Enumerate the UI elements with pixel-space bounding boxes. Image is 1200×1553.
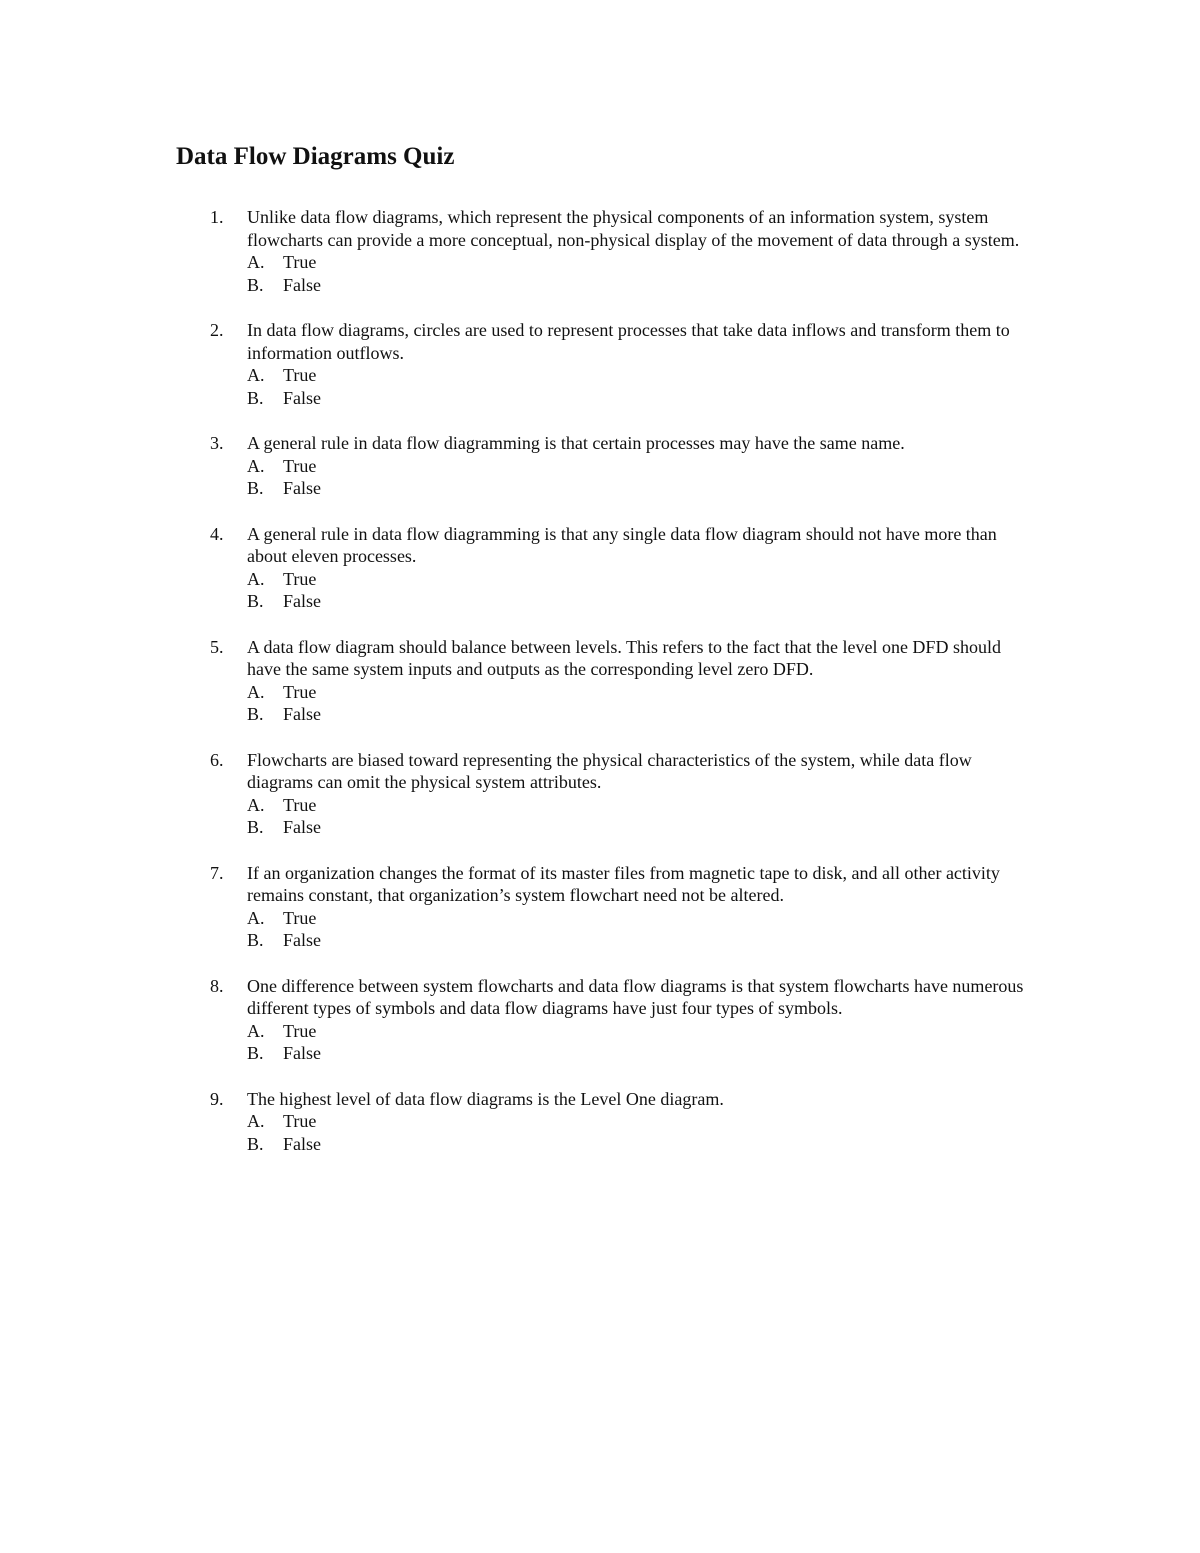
question-text: If an organization changes the format of its master files from magnetic tape to disk, and all other activity remains constant, that organization’s system flowchart need not be altered. bbox=[247, 862, 1000, 905]
question-text: In data flow diagrams, circles are used to represent processes that take data inflows and transform them to information outflows. bbox=[247, 320, 1010, 363]
option-letter: B. bbox=[247, 387, 264, 408]
option-letter: A. bbox=[247, 365, 265, 385]
question-text: One difference between system flowcharts and data flow diagrams is that system flowcharts have numerous different types of symbols and data flow diagrams have just four types of symbols. bbox=[247, 975, 1024, 1018]
question-item bbox=[210, 975, 1030, 1065]
option-text: True bbox=[283, 1111, 317, 1131]
question-number: 5. bbox=[210, 636, 224, 657]
question-item bbox=[210, 749, 1030, 839]
option-text: True bbox=[283, 681, 317, 702]
option-letter: B. bbox=[247, 704, 264, 724]
answer-option bbox=[247, 681, 1030, 704]
answer-option bbox=[247, 568, 1030, 591]
answer-option bbox=[247, 1042, 1030, 1065]
option-text: True bbox=[283, 907, 317, 928]
answer-option bbox=[247, 1110, 1030, 1133]
option-text: False bbox=[283, 704, 321, 724]
option-text: False bbox=[283, 274, 321, 295]
answer-option bbox=[247, 929, 1030, 952]
page-title: Data Flow Diagrams Quiz bbox=[176, 143, 455, 170]
question-item bbox=[210, 1088, 1030, 1156]
option-letter: B. bbox=[247, 591, 264, 611]
question-item bbox=[210, 862, 1030, 952]
answer-options bbox=[247, 681, 1030, 726]
option-letter: B. bbox=[247, 1043, 264, 1063]
question-item bbox=[210, 523, 1030, 613]
option-text: False bbox=[283, 478, 321, 498]
option-letter: A. bbox=[247, 252, 265, 272]
answer-option bbox=[247, 1020, 1030, 1043]
question-text: Unlike data flow diagrams, which represent the physical components of an information system, system flowcharts can provide a more conceptual, non-physical display of the movement of data through a system. bbox=[247, 207, 1020, 250]
option-letter: A. bbox=[247, 568, 265, 589]
option-text: True bbox=[283, 568, 317, 589]
question-text: A general rule in data flow diagramming is that any single data flow diagram should not have more than about eleven processes. bbox=[247, 523, 997, 566]
question-text: The highest level of data flow diagrams is the Level One diagram. bbox=[247, 1088, 724, 1109]
option-text: False bbox=[283, 1133, 321, 1154]
question-number: 8. bbox=[210, 975, 224, 996]
question-number: 2. bbox=[210, 320, 224, 340]
option-text: False bbox=[283, 387, 321, 408]
option-letter: B. bbox=[247, 930, 264, 950]
answer-option bbox=[247, 251, 1030, 274]
option-text: True bbox=[283, 365, 317, 385]
question-number: 4. bbox=[210, 523, 224, 544]
option-letter: A. bbox=[247, 794, 265, 815]
answer-option bbox=[247, 274, 1030, 297]
answer-options bbox=[247, 907, 1030, 952]
answer-options bbox=[247, 1110, 1030, 1155]
answer-option bbox=[247, 907, 1030, 930]
answer-options bbox=[247, 1020, 1030, 1065]
question-number: 3. bbox=[210, 433, 224, 453]
option-text: True bbox=[283, 794, 317, 815]
question-list bbox=[210, 206, 1030, 1178]
question-number: 7. bbox=[210, 862, 224, 883]
option-text: False bbox=[283, 1043, 321, 1063]
question-item bbox=[210, 636, 1030, 726]
question-item bbox=[210, 206, 1030, 296]
answer-option bbox=[247, 364, 1030, 387]
option-text: True bbox=[283, 1020, 317, 1041]
option-letter: B. bbox=[247, 817, 264, 837]
answer-option bbox=[247, 387, 1030, 410]
option-text: False bbox=[283, 930, 321, 950]
answer-options bbox=[247, 794, 1030, 839]
answer-option bbox=[247, 794, 1030, 817]
answer-option bbox=[247, 816, 1030, 839]
option-letter: A. bbox=[247, 1020, 265, 1041]
option-letter: A. bbox=[247, 1111, 265, 1131]
question-text: A general rule in data flow diagramming is that certain processes may have the same name. bbox=[247, 433, 905, 453]
option-text: False bbox=[283, 817, 321, 837]
answer-option bbox=[247, 1133, 1030, 1156]
answer-option bbox=[247, 455, 1030, 478]
option-text: True bbox=[283, 455, 317, 476]
answer-options bbox=[247, 455, 1030, 500]
question-number: 1. bbox=[210, 207, 224, 227]
answer-option bbox=[247, 477, 1030, 500]
answer-options bbox=[247, 568, 1030, 613]
option-letter: B. bbox=[247, 1133, 264, 1154]
option-letter: A. bbox=[247, 455, 265, 476]
answer-options bbox=[247, 364, 1030, 409]
answer-option bbox=[247, 703, 1030, 726]
option-text: True bbox=[283, 252, 317, 272]
option-letter: B. bbox=[247, 274, 264, 295]
question-item bbox=[210, 432, 1030, 500]
option-letter: B. bbox=[247, 478, 264, 498]
option-text: False bbox=[283, 591, 321, 611]
question-number: 9. bbox=[210, 1088, 224, 1109]
option-letter: A. bbox=[247, 681, 265, 702]
question-text: A data flow diagram should balance between levels. This refers to the fact that the level one DFD should have the same system inputs and outputs as the corresponding level zero DFD. bbox=[247, 636, 1001, 679]
answer-options bbox=[247, 251, 1030, 296]
answer-option bbox=[247, 590, 1030, 613]
question-number: 6. bbox=[210, 749, 224, 770]
question-item bbox=[210, 319, 1030, 409]
question-text: Flowcharts are biased toward representing the physical characteristics of the system, while data flow diagrams can omit the physical system attributes. bbox=[247, 749, 972, 792]
option-letter: A. bbox=[247, 907, 265, 928]
